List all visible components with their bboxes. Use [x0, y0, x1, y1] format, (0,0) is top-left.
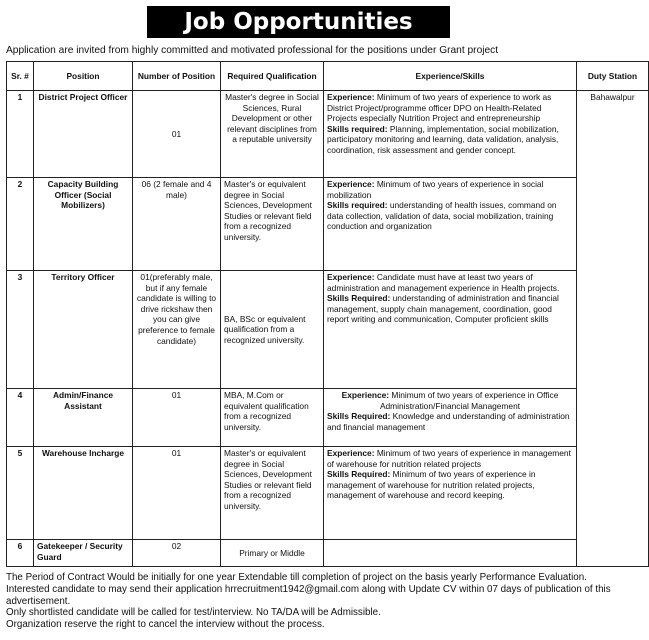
row-number: 01: [133, 389, 221, 447]
row-experience: [324, 91, 577, 178]
row-number: 06 (2 female and 4 male): [133, 178, 221, 271]
skills-label: Skills required:: [327, 200, 388, 211]
experience-label: Experience:: [327, 272, 375, 282]
page-title: Job Opportunities: [147, 6, 450, 38]
intro-text: Application are invited from highly committed and motivated professional for the positions under Grant project: [6, 45, 499, 56]
experience-label: Experience:: [327, 448, 375, 458]
skills-label: Skills Required:: [327, 293, 391, 304]
experience-text: Minimum of two years of experience in social mobilization: [327, 179, 544, 200]
row-qualification: Master's degree in Social Sciences, Rural Development or other relevant disciplines from a reputable university: [221, 91, 324, 178]
table-row: [7, 271, 649, 389]
header-station: Duty Station: [577, 62, 649, 91]
footer-rights-text: Organization reserve the right to cancel the interview without the process.: [6, 619, 325, 631]
jobs-table: [6, 61, 649, 567]
footer-contract-text: The Period of Contract Would be initially for one year Extendable till completion of project on the basis yearly Performance Evaluation. Interested candidate to may send their application hrrecruitment1942@gmail.com along with Update CV within 07 days of publication of this advertisement.: [6, 572, 611, 607]
row-qualification: Primary or Middle: [221, 540, 324, 567]
row-experience: [324, 389, 577, 447]
row-position: Warehouse Incharge: [34, 447, 133, 540]
header-position: Position: [34, 62, 133, 91]
header-qualification: Required Qualification: [221, 62, 324, 91]
row-qualification: MBA, M.Com or equivalent qualification from a recognized university.: [221, 389, 324, 447]
row-experience: [324, 271, 577, 389]
experience-label: Experience:: [327, 179, 375, 189]
row-sr: 1: [7, 91, 34, 178]
duty-station: Bahawalpur: [577, 91, 649, 567]
row-number: 01(preferably male, but if any female candidate is willing to drive rickshaw then you can give preference to female candidate): [133, 271, 221, 389]
row-position: Gatekeeper / Security Guard: [34, 540, 133, 567]
footer-shortlist-text: Only shortlisted candidate will be called for test/interview. No TA/DA will be Admissible.: [6, 607, 381, 619]
row-position: Capacity Building Officer (Social Mobilizers): [34, 178, 133, 271]
row-sr: 4: [7, 389, 34, 447]
skills-label: Skills Required:: [327, 411, 391, 422]
row-position: District Project Officer: [34, 91, 133, 178]
row-sr: 5: [7, 447, 34, 540]
row-experience: [324, 447, 577, 540]
table-row: [7, 389, 649, 447]
row-sr: 6: [7, 540, 34, 567]
row-number: 02: [133, 540, 221, 567]
skills-text: Planning, implementation, social mobilization, participatory monitoring and learning, data validation, analysis, coordination, risk assessment and gender concept.: [327, 123, 559, 155]
row-number: 01: [133, 447, 221, 540]
table-row: [7, 91, 649, 178]
skills-text: Knowledge and understanding of administration and financial management: [327, 411, 570, 432]
row-position: Admin/Finance Assistant: [34, 389, 133, 447]
row-qualification: Master's or equivalent degree in Social Sciences, Development Studies or relevant field from a recognized university.: [221, 178, 324, 271]
experience-text: Candidate must have at least two years of administration and management experience in Health projects.: [327, 272, 560, 293]
row-qualification: Master's or equivalent degree in Social Sciences, Development Studies or relevant field from a recognized university.: [221, 447, 324, 540]
experience-label: Experience:: [327, 92, 375, 102]
header-number: Number of Position: [133, 62, 221, 91]
experience-text: Minimum of two years of experience to work as District Project/programme officer DPO on Health-Related Projects especially Nutrition Project and entrepreneurship: [327, 92, 552, 124]
header-sr: Sr. #: [7, 62, 34, 91]
row-experience: [324, 540, 577, 567]
experience-label: Experience:: [341, 390, 390, 400]
row-qualification: BA, BSc or equivalent qualification from a recognized university.: [221, 271, 324, 389]
skills-label: Skills required:: [327, 123, 388, 134]
experience-text: Minimum of two years of experience in management of warehouse for nutrition related projects: [327, 448, 571, 469]
skills-text: understanding of health issues, command on data collection, validation of data, social mobilization, training conduction and organization: [327, 200, 557, 232]
skills-text: Minimum of two years of experience in management of warehouse for nutrition related projects, management of warehouse and record keeping.: [327, 469, 536, 501]
table-row: [7, 447, 649, 540]
row-sr: 3: [7, 271, 34, 389]
row-number: 01: [133, 91, 221, 178]
skills-label: Skills Required:: [327, 469, 391, 480]
header-experience: Experience/Skills: [324, 62, 577, 91]
table-row: [7, 178, 649, 271]
table-row: [7, 540, 649, 567]
row-experience: [324, 178, 577, 271]
footer-notes: [6, 572, 618, 631]
row-sr: 2: [7, 178, 34, 271]
table-header-row: [7, 62, 649, 91]
row-position: Territory Officer: [34, 271, 133, 389]
experience-text: Minimum of two years of experience in Office Administration/Financial Management: [379, 390, 559, 411]
skills-text: understanding of administration and financial management, supply chain management, coordination, good report writing and communication, Computer proficient skills: [327, 293, 559, 325]
